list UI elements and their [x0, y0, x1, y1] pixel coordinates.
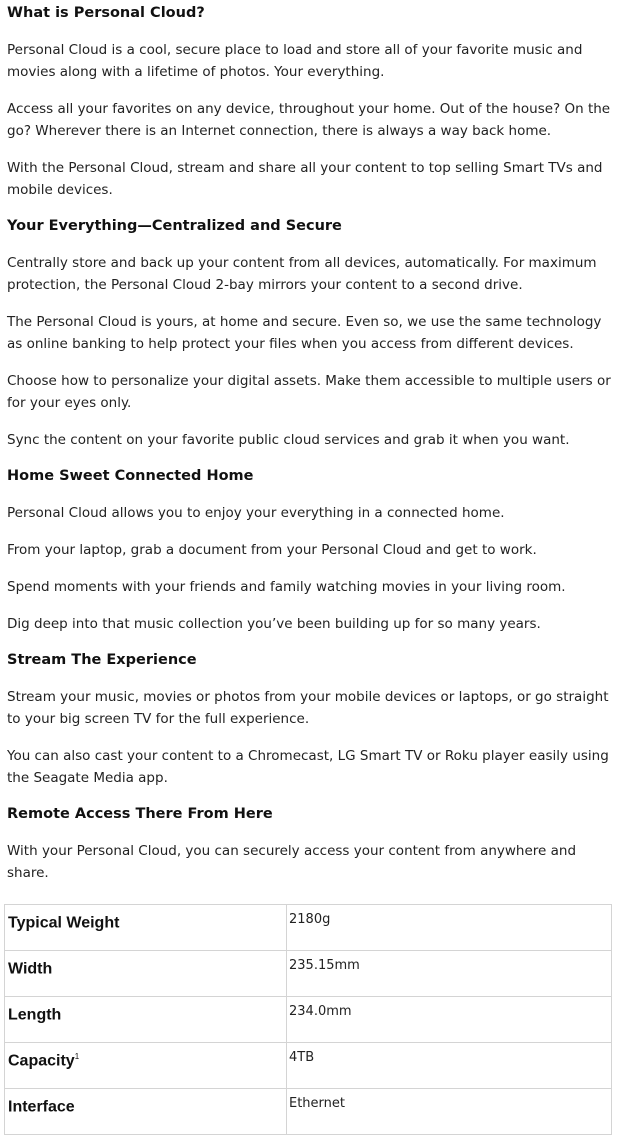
paragraph: You can also cast your content to a Chromecast, LG Smart TV or Roku player easily using the Seagate Media app. — [7, 748, 609, 786]
spec-value: 234.0mm — [287, 997, 612, 1043]
section-heading-centralized: Your Everything—Centralized and Secure — [7, 218, 342, 234]
table-row — [5, 1089, 612, 1135]
paragraph: Spend moments with your friends and family watching movies in your living room. — [7, 579, 566, 595]
paragraph: Personal Cloud allows you to enjoy your everything in a connected home. — [7, 505, 505, 521]
spec-value: Ethernet — [287, 1089, 612, 1135]
spec-label: Width — [5, 951, 287, 997]
spec-label: Length — [5, 997, 287, 1043]
spec-value: 235.15mm — [287, 951, 612, 997]
section-heading-what-is: What is Personal Cloud? — [7, 5, 205, 21]
spec-label: Interface — [5, 1089, 287, 1135]
paragraph: Choose how to personalize your digital assets. Make them accessible to multiple users or for your eyes only. — [7, 373, 611, 411]
paragraph: Dig deep into that music collection you’ve been building up for so many years. — [7, 616, 541, 632]
paragraph: Sync the content on your favorite public cloud services and grab it when you want. — [7, 432, 570, 448]
paragraph: Centrally store and back up your content from all devices, automatically. For maximum protection, the Personal Cloud 2-bay mirrors your content to a second drive. — [7, 255, 597, 293]
paragraph: The Personal Cloud is yours, at home and secure. Even so, we use the same technology as online banking to help protect your files when you access from different devices. — [7, 314, 602, 352]
paragraph: From your laptop, grab a document from your Personal Cloud and get to work. — [7, 542, 537, 558]
footnote-marker: 1 — [74, 1052, 80, 1061]
spec-label: Typical Weight — [5, 905, 287, 951]
section-heading-remote: Remote Access There From Here — [7, 806, 273, 822]
spec-value: 4TB — [287, 1043, 612, 1089]
section-heading-stream: Stream The Experience — [7, 652, 197, 668]
section-heading-home: Home Sweet Connected Home — [7, 468, 254, 484]
spec-table — [4, 904, 612, 1135]
spec-label: Capacity$^1$ — [5, 1043, 287, 1089]
paragraph: Access all your favorites on any device, throughout your home. Out of the house? On the go? Wherever there is an Internet connection, there is always a way back home. — [7, 101, 611, 139]
paragraph: Personal Cloud is a cool, secure place to load and store all of your favorite music and movies along with a lifetime of photos. Your everything. — [7, 42, 583, 80]
table-row — [5, 1043, 612, 1089]
table-row — [5, 905, 612, 951]
table-row — [5, 997, 612, 1043]
paragraph: With the Personal Cloud, stream and share all your content to top selling Smart TVs and mobile devices. — [7, 160, 603, 198]
paragraph: With your Personal Cloud, you can securely access your content from anywhere and share. — [7, 843, 577, 881]
table-row — [5, 951, 612, 997]
product-description — [7, 0, 615, 884]
paragraph: Stream your music, movies or photos from your mobile devices or laptops, or go straight to your big screen TV for the full experience. — [7, 689, 609, 727]
spec-value: 2180g — [287, 905, 612, 951]
